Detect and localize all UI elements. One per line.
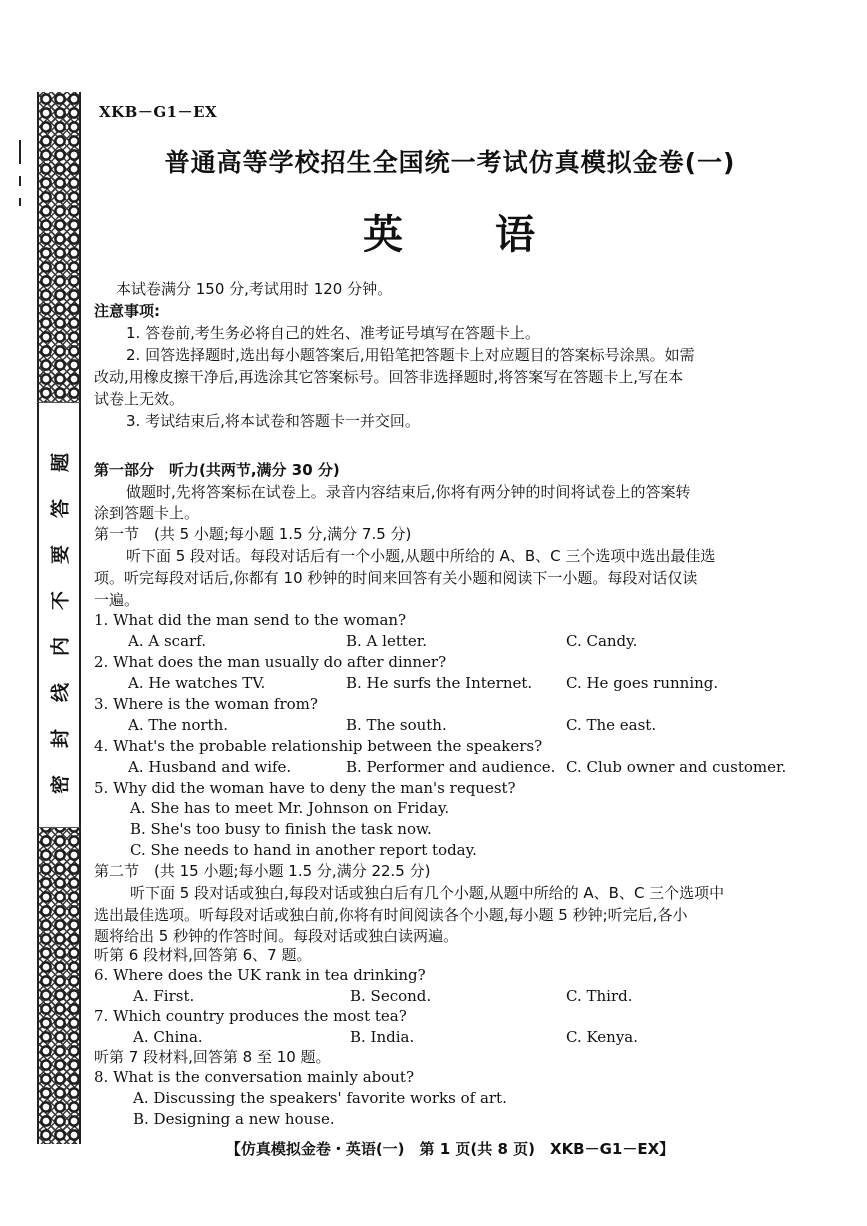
seal-char: 密 [49, 775, 72, 795]
note-line: 1. 答卷前,考生务必将自己的姓名、准考证号填写在答题卡上。 [126, 324, 540, 342]
question-5-option-b: B. She's too busy to finish the task now. [130, 820, 432, 838]
subject-title [100, 203, 800, 260]
question-7-option-a: A. China. [133, 1028, 203, 1046]
question-7-option-b: B. India. [350, 1028, 415, 1046]
question-2-option-a: A. He watches TV. [128, 674, 266, 692]
seal-char: 封 [49, 729, 72, 749]
seal-char: 线 [49, 683, 72, 703]
question-3-option-a: A. The north. [128, 716, 228, 734]
question-8-option-a: A. Discussing the speakers' favorite works of art. [133, 1089, 507, 1107]
section1-heading: 第一节 (共 5 小题;每小题 1.5 分,满分 7.5 分) [94, 525, 412, 543]
question-6-option-a: A. First. [133, 987, 195, 1005]
seal-line-box [37, 402, 81, 828]
part1-heading: 第一部分 听力(共两节,满分 30 分) [94, 461, 340, 479]
exam-title: 普通高等学校招生全国统一考试仿真模拟金卷(一) [164, 148, 736, 177]
question-4-option-b: B. Performer and audience. [346, 758, 556, 776]
question-5-stem: 5. Why did the woman have to deny the man's request? [94, 779, 516, 797]
question-5-option-c: C. She needs to hand in another report today. [130, 841, 477, 859]
question-1-option-c: C. Candy. [566, 632, 638, 650]
part1-instruction: 涂到答题卡上。 [94, 504, 200, 522]
seal-char: 内 [49, 637, 72, 657]
question-1-stem: 1. What did the man send to the woman? [94, 611, 407, 629]
question-1-option-a: A. A scarf. [128, 632, 206, 650]
section1-instruction: 一遍。 [94, 591, 140, 609]
section1-instruction: 听下面 5 段对话。每段对话后有一个小题,从题中所给的 A、B、C 三个选项中选出最佳选 [126, 547, 716, 565]
header-code: XKB－G1－EX [99, 103, 218, 121]
question-5-option-a: A. She has to meet Mr. Johnson on Friday. [130, 799, 450, 817]
question-8-stem: 8. What is the conversation mainly about? [94, 1068, 415, 1086]
intro-text: 本试卷满分 150 分,考试用时 120 分钟。 [116, 280, 393, 298]
question-3-option-c: C. The east. [566, 716, 657, 734]
subject-char: 英 [363, 212, 405, 258]
note-line: 3. 考试结束后,将本试卷和答题卡一并交回。 [126, 412, 420, 430]
section2-instruction: 听下面 5 段对话或独白,每段对话或独白后有几个小题,从题中所给的 A、B、C 三个选项中 [130, 884, 725, 902]
note-line: 2. 回答选择题时,选出每小题答案后,用铅笔把答题卡上对应题目的答案标号涂黑。如需 [126, 346, 695, 364]
notes-heading: 注意事项: [94, 302, 160, 320]
question-1-option-b: B. A letter. [346, 632, 428, 650]
question-4-stem: 4. What's the probable relationship between the speakers? [94, 737, 543, 755]
question-8-option-b: B. Designing a new house. [133, 1110, 335, 1128]
section2-instruction: 题将给出 5 秒钟的作答时间。每段对话或独白读两遍。 [94, 927, 459, 945]
part1-instruction: 做题时,先将答案标在试卷上。录音内容结束后,你将有两分钟的时间将试卷上的答案转 [126, 483, 691, 501]
question-3-option-b: B. The south. [346, 716, 447, 734]
seal-char: 不 [49, 591, 72, 611]
question-2-option-b: B. He surfs the Internet. [346, 674, 533, 692]
section1-instruction: 项。听完每段对话后,你都有 10 秒钟的时间来回答有关小题和阅读下一小题。每段对话仅读 [94, 569, 698, 587]
seal-char: 题 [49, 453, 72, 473]
question-4-option-c: C. Club owner and customer. [566, 758, 787, 776]
question-2-stem: 2. What does the man usually do after dinner? [94, 653, 447, 671]
material-7-note: 听第 7 段材料,回答第 8 至 10 题。 [94, 1048, 331, 1066]
question-6-option-c: C. Third. [566, 987, 633, 1005]
page-footer: 【仿真模拟金卷・英语(一) 第 1 页(共 8 页) XKB－G1－EX】 [225, 1140, 675, 1158]
material-6-note: 听第 6 段材料,回答第 6、7 题。 [94, 946, 312, 964]
note-line: 改动,用橡皮擦干净后,再选涂其它答案标号。回答非选择题时,将答案写在答题卡上,写在本 [94, 368, 684, 386]
note-line: 试卷上无效。 [94, 390, 185, 408]
question-4-option-a: A. Husband and wife. [128, 758, 292, 776]
question-7-stem: 7. Which country produces the most tea? [94, 1007, 407, 1025]
seal-char: 答 [49, 499, 72, 519]
section2-instruction: 选出最佳选项。听每段对话或独白前,你将有时间阅读各个小题,每小题 5 秒钟;听完后,各小 [94, 906, 688, 924]
question-2-option-c: C. He goes running. [566, 674, 719, 692]
cut-marks [16, 140, 26, 220]
question-6-option-b: B. Second. [350, 987, 432, 1005]
question-3-stem: 3. Where is the woman from? [94, 695, 318, 713]
section2-heading: 第二节 (共 15 小题;每小题 1.5 分,满分 22.5 分) [94, 862, 431, 880]
seal-char: 要 [49, 545, 72, 565]
question-6-stem: 6. Where does the UK rank in tea drinking? [94, 966, 426, 984]
subject-char: 语 [495, 212, 537, 258]
question-7-option-c: C. Kenya. [566, 1028, 639, 1046]
